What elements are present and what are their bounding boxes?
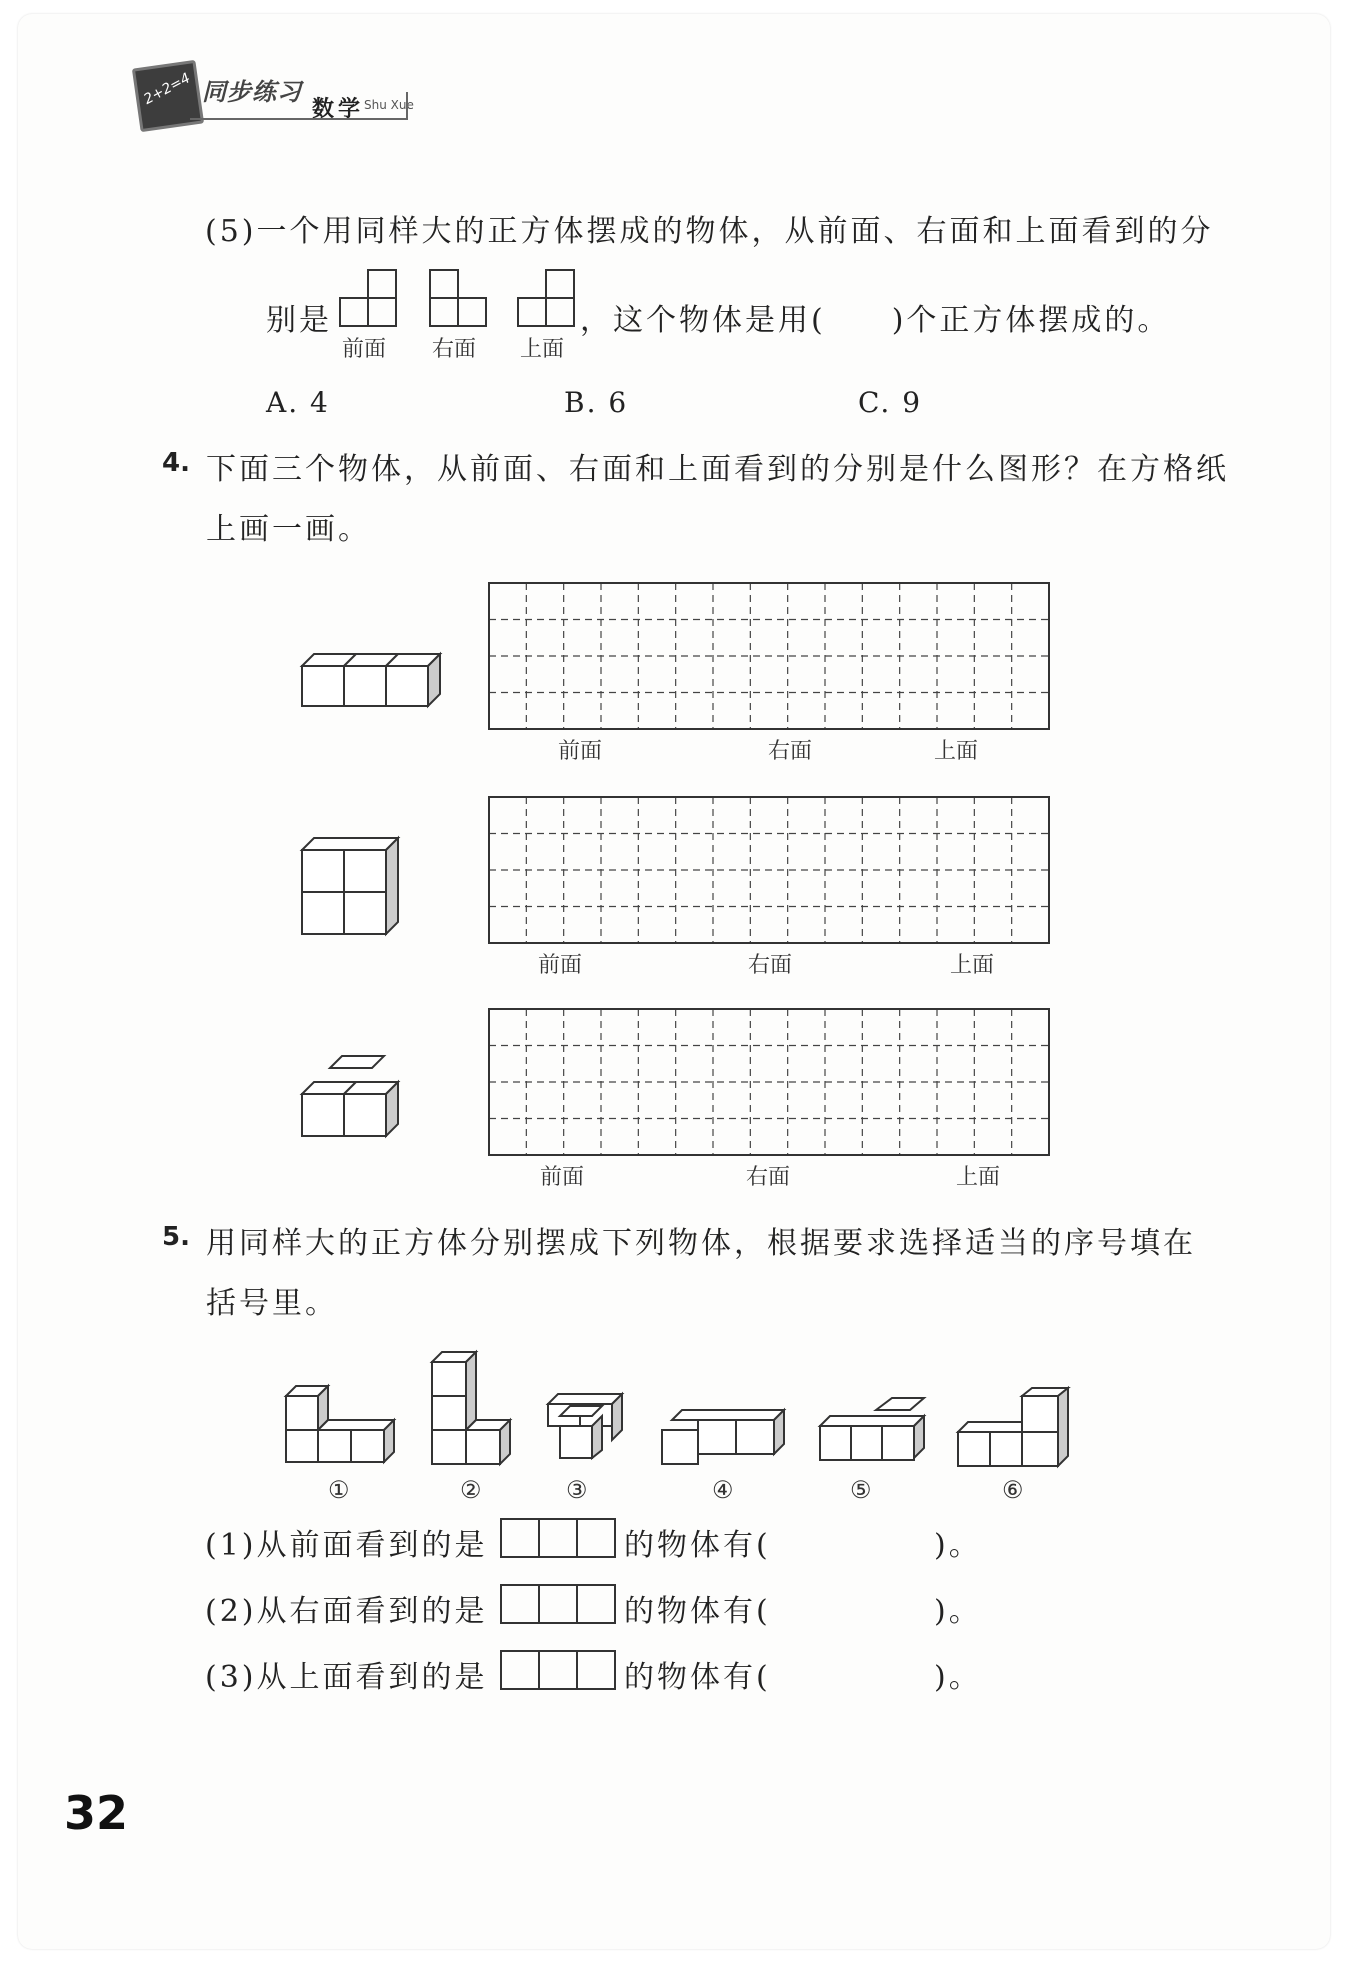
q5-sub-2-shape xyxy=(500,1584,618,1626)
q4-grid-1-label-front: 前面 xyxy=(558,739,603,764)
q3-5-label-right: 右面 xyxy=(432,337,477,362)
q5-figure-label-5: ⑤ xyxy=(850,1476,872,1504)
subject-pinyin: Shu Xue xyxy=(364,98,414,112)
q5-line2: 括号里。 xyxy=(206,1286,338,1321)
q5-number: 5. xyxy=(162,1222,190,1252)
header xyxy=(128,58,418,133)
q5-figure-2 xyxy=(430,1350,520,1466)
view-right xyxy=(430,270,486,326)
q3-5-view-figures xyxy=(338,268,578,328)
q5-figure-label-2: ② xyxy=(460,1476,482,1504)
q3-5-line2-b: ，这个物体是用( )个正方体摆成的。 xyxy=(580,303,1171,338)
q5-figure-6 xyxy=(956,1386,1076,1472)
q5-sub-3-shape xyxy=(500,1650,618,1692)
view-front xyxy=(340,270,396,326)
q4-grid-2-label-top: 上面 xyxy=(950,953,995,978)
q4-grid-1-label-top: 上面 xyxy=(934,739,979,764)
series-title: 同步练习 xyxy=(202,78,302,106)
q5-sub-3-mid: 的物体有( xyxy=(624,1660,771,1695)
q5-sub-2-prefix: (2)从右面看到的是 xyxy=(205,1594,488,1629)
header-corner xyxy=(406,92,408,120)
q5-sub-1-mid: 的物体有( xyxy=(624,1528,771,1563)
q4-grid-3-label-right: 右面 xyxy=(746,1165,791,1190)
option-c: C. 9 xyxy=(858,386,923,419)
q5-sub-1-end: )。 xyxy=(934,1528,982,1563)
q5-line1: 用同样大的正方体分别摆成下列物体，根据要求选择适当的序号填在 xyxy=(206,1226,1196,1261)
q4-object-3 xyxy=(300,1054,420,1144)
q5-sub-2-end: )。 xyxy=(934,1594,982,1629)
q4-object-2 xyxy=(300,836,410,946)
q4-grid-2-label-front: 前面 xyxy=(538,953,583,978)
q3-5-label-front: 前面 xyxy=(342,337,387,362)
q5-sub-3-end: )。 xyxy=(934,1660,982,1695)
page-number: 32 xyxy=(64,1786,129,1840)
q3-5-text: (5)一个用同样大的正方体摆成的物体，从前面、右面和上面看到的分 xyxy=(205,214,1214,249)
q5-figure-5 xyxy=(818,1396,930,1472)
subject-title: 数学 xyxy=(312,97,365,122)
q5-figure-4 xyxy=(660,1408,790,1470)
q4-grid-3-label-top: 上面 xyxy=(956,1165,1001,1190)
q5-sub-2-mid: 的物体有( xyxy=(624,1594,771,1629)
q4-grid-2-label-right: 右面 xyxy=(748,953,793,978)
q4-grid-2 xyxy=(488,796,1050,944)
q5-figure-label-6: ⑥ xyxy=(1002,1476,1024,1504)
q5-sub-1-shape xyxy=(500,1518,618,1560)
q5-figure-label-1: ① xyxy=(328,1476,350,1504)
q5-figure-label-3: ③ xyxy=(566,1476,588,1504)
view-top xyxy=(518,270,574,326)
q5-figure-1 xyxy=(284,1384,404,1464)
q5-sub-1-prefix: (1)从前面看到的是 xyxy=(205,1528,488,1563)
q3-5-line2-a: 别是 xyxy=(266,303,332,338)
q4-number: 4. xyxy=(162,448,190,478)
chalkboard-logo xyxy=(132,60,204,132)
q4-grid-3-label-front: 前面 xyxy=(540,1165,585,1190)
chalkboard-text: 2+2=4 xyxy=(141,70,194,108)
q3-5-label-top: 上面 xyxy=(520,337,565,362)
q5-sub-3-prefix: (3)从上面看到的是 xyxy=(205,1660,488,1695)
option-a: A. 4 xyxy=(266,386,330,419)
q5-figure-3 xyxy=(546,1392,626,1468)
q4-grid-1 xyxy=(488,582,1050,730)
q5-figure-label-4: ④ xyxy=(712,1476,734,1504)
q4-line2: 上画一画。 xyxy=(206,512,371,547)
q4-object-1 xyxy=(300,636,460,716)
q4-grid-1-label-right: 右面 xyxy=(768,739,813,764)
q4-grid-3 xyxy=(488,1008,1050,1156)
option-b: B. 6 xyxy=(564,386,629,419)
header-underline xyxy=(190,118,408,120)
q4-line1: 下面三个物体，从前面、右面和上面看到的分别是什么图形？在方格纸 xyxy=(206,452,1229,487)
